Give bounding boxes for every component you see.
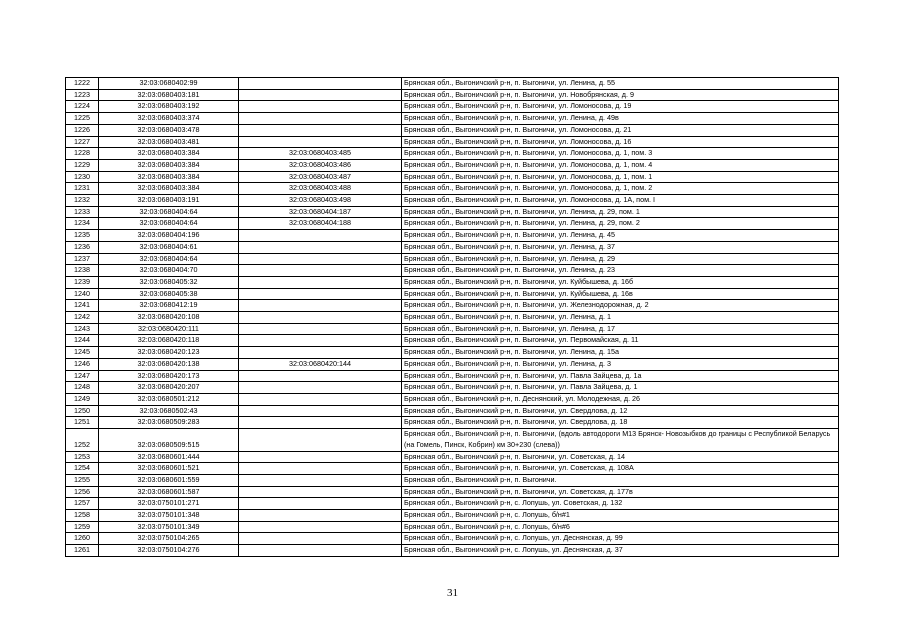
address-cell: Брянская обл., Выгоничский р-н, п. Выгоничи, ул. Ломоносова, д. 1, пом. 1 (402, 171, 839, 183)
address-cell: Брянская обл., Выгоничский р-н, п. Выгоничи, ул. Ленина, д. 37 (402, 241, 839, 253)
row-number-cell: 1255 (66, 474, 99, 486)
cadastral-number-cell: 32:03:0680601:587 (99, 486, 239, 498)
table-row (66, 300, 839, 312)
row-number-cell: 1254 (66, 463, 99, 475)
row-number-cell: 1260 (66, 533, 99, 545)
row-number-cell: 1238 (66, 265, 99, 277)
address-cell: Брянская обл., Выгоничский р-н, п. Выгоничи, ул. Ломоносова, д. 1, пом. 4 (402, 159, 839, 171)
table-row (66, 474, 839, 486)
cadastral-number-cell: 32:03:0680420:123 (99, 347, 239, 359)
related-cadastral-number-cell (239, 241, 402, 253)
row-number-cell: 1243 (66, 323, 99, 335)
table-row (66, 159, 839, 171)
row-number-cell: 1223 (66, 89, 99, 101)
related-cadastral-number-cell: 32:03:0680420:144 (239, 358, 402, 370)
cadastral-number-cell: 32:03:0680405:32 (99, 276, 239, 288)
table-row (66, 113, 839, 125)
related-cadastral-number-cell (239, 300, 402, 312)
row-number-cell: 1246 (66, 358, 99, 370)
row-number-cell: 1224 (66, 101, 99, 113)
row-number-cell: 1258 (66, 510, 99, 522)
cadastral-number-cell: 32:03:0680403:481 (99, 136, 239, 148)
address-cell: Брянская обл., Выгоничский р-н, п. Выгоничи, ул. Куйбышева, д. 16в (402, 288, 839, 300)
address-cell: Брянская обл., Выгоничский р-н, п. Выгоничи, ул. Ленина, д. 17 (402, 323, 839, 335)
row-number-cell: 1226 (66, 124, 99, 136)
row-number-cell: 1231 (66, 183, 99, 195)
cadastral-number-cell: 32:03:0680420:108 (99, 312, 239, 324)
cadastral-number-cell: 32:03:0680404:70 (99, 265, 239, 277)
address-cell: Брянская обл., Выгоничский р-н, с. Лопушь, б/н#1 (402, 510, 839, 522)
cadastral-number-cell: 32:03:0680404:61 (99, 241, 239, 253)
table-row (66, 78, 839, 90)
related-cadastral-number-cell (239, 510, 402, 522)
page-number: 31 (447, 587, 458, 599)
related-cadastral-number-cell (239, 417, 402, 429)
row-number-cell: 1245 (66, 347, 99, 359)
address-cell: Брянская обл., Выгоничский р-н, п. Выгоничи, ул. Железнодорожная, д. 2 (402, 300, 839, 312)
row-number-cell: 1234 (66, 218, 99, 230)
table-row (66, 183, 839, 195)
table-row (66, 533, 839, 545)
table-row (66, 230, 839, 242)
table-row (66, 429, 839, 451)
related-cadastral-number-cell: 32:03:0680403:486 (239, 159, 402, 171)
address-cell: Брянская обл., Выгоничский р-н, п. Выгоничи, ул. Ленина, д. 23 (402, 265, 839, 277)
related-cadastral-number-cell (239, 265, 402, 277)
cadastral-number-cell: 32:03:0680420:138 (99, 358, 239, 370)
row-number-cell: 1239 (66, 276, 99, 288)
row-number-cell: 1242 (66, 312, 99, 324)
row-number-cell: 1229 (66, 159, 99, 171)
related-cadastral-number-cell (239, 393, 402, 405)
cadastral-number-cell: 32:03:0680403:374 (99, 113, 239, 125)
address-cell: Брянская обл., Выгоничский р-н, п. Выгоничи, ул. Ломоносова, д. 21 (402, 124, 839, 136)
row-number-cell: 1247 (66, 370, 99, 382)
cadastral-number-cell: 32:03:0680403:384 (99, 148, 239, 160)
address-cell: Брянская обл., Выгоничский р-н, п. Выгоничи, ул. Ломоносова, д. 1, пом. 2 (402, 183, 839, 195)
cadastral-number-cell: 32:03:0680420:173 (99, 370, 239, 382)
table-row (66, 463, 839, 475)
table-row (66, 195, 839, 207)
related-cadastral-number-cell: 32:03:0680403:498 (239, 195, 402, 207)
row-number-cell: 1227 (66, 136, 99, 148)
row-number-cell: 1251 (66, 417, 99, 429)
address-cell: Брянская обл., Выгоничский р-н, п. Выгоничи, ул. Ломоносова, д. 19 (402, 101, 839, 113)
address-cell: Брянская обл., Выгоничский р-н, п. Выгоничи, ул. Советская, д. 14 (402, 451, 839, 463)
related-cadastral-number-cell (239, 347, 402, 359)
related-cadastral-number-cell (239, 474, 402, 486)
related-cadastral-number-cell (239, 312, 402, 324)
table-row (66, 417, 839, 429)
cadastral-number-cell: 32:03:0750104:265 (99, 533, 239, 545)
related-cadastral-number-cell (239, 288, 402, 300)
related-cadastral-number-cell (239, 382, 402, 394)
row-number-cell: 1250 (66, 405, 99, 417)
table-row (66, 382, 839, 394)
table-row (66, 347, 839, 359)
table-row (66, 276, 839, 288)
related-cadastral-number-cell (239, 335, 402, 347)
row-number-cell: 1244 (66, 335, 99, 347)
address-cell: Брянская обл., Выгоничский р-н, п. Выгоничи, ул. Первомайская, д. 11 (402, 335, 839, 347)
related-cadastral-number-cell (239, 113, 402, 125)
table-row (66, 405, 839, 417)
address-cell: Брянская обл., Выгоничский р-н, п. Выгоничи, ул. Ломоносова, д. 1, пом. 3 (402, 148, 839, 160)
cadastral-number-cell: 32:03:0680601:444 (99, 451, 239, 463)
related-cadastral-number-cell (239, 323, 402, 335)
related-cadastral-number-cell (239, 533, 402, 545)
address-cell: Брянская обл., Выгоничский р-н, п. Выгоничи, ул. Ломоносова, д. 16 (402, 136, 839, 148)
row-number-cell: 1228 (66, 148, 99, 160)
related-cadastral-number-cell (239, 276, 402, 288)
cadastral-number-cell: 32:03:0680601:521 (99, 463, 239, 475)
address-cell: Брянская обл., Выгоничский р-н, п. Выгоничи, ул. Новобрянская, д. 9 (402, 89, 839, 101)
address-cell: Брянская обл., Выгоничский р-н, п. Выгоничи, ул. Ленина, д. 55 (402, 78, 839, 90)
cadastral-number-cell: 32:03:0750101:348 (99, 510, 239, 522)
row-number-cell: 1225 (66, 113, 99, 125)
table-row (66, 241, 839, 253)
address-cell: Брянская обл., Выгоничский р-н, п. Выгоничи. (402, 474, 839, 486)
address-cell: Брянская обл., Выгоничский р-н, п. Выгоничи, ул. Павла Зайцева, д. 1а (402, 370, 839, 382)
register-table-body (66, 78, 839, 557)
address-cell: Брянская обл., Выгоничский р-н, п. Выгоничи, ул. Ленина, д. 29, пом. 1 (402, 206, 839, 218)
register-table (65, 77, 839, 557)
table-row (66, 136, 839, 148)
cadastral-number-cell: 32:03:0680402:99 (99, 78, 239, 90)
table-row (66, 335, 839, 347)
cadastral-number-cell: 32:03:0680502:43 (99, 405, 239, 417)
row-number-cell: 1237 (66, 253, 99, 265)
related-cadastral-number-cell (239, 101, 402, 113)
table-row (66, 206, 839, 218)
cadastral-number-cell: 32:03:0680501:212 (99, 393, 239, 405)
table-row (66, 288, 839, 300)
table-row (66, 486, 839, 498)
table-row (66, 171, 839, 183)
related-cadastral-number-cell: 32:03:0680404:187 (239, 206, 402, 218)
related-cadastral-number-cell (239, 136, 402, 148)
cadastral-number-cell: 32:03:0680509:283 (99, 417, 239, 429)
address-cell: Брянская обл., Выгоничский р-н, п. Выгоничи, ул. Ленина, д. 45 (402, 230, 839, 242)
cadastral-number-cell: 32:03:0680403:384 (99, 171, 239, 183)
row-number-cell: 1235 (66, 230, 99, 242)
cadastral-number-cell: 32:03:0680601:559 (99, 474, 239, 486)
cadastral-number-cell: 32:03:0680403:384 (99, 183, 239, 195)
row-number-cell: 1236 (66, 241, 99, 253)
cadastral-number-cell: 32:03:0680403:478 (99, 124, 239, 136)
row-number-cell: 1222 (66, 78, 99, 90)
table-row (66, 393, 839, 405)
table-row (66, 521, 839, 533)
cadastral-number-cell: 32:03:0750101:271 (99, 498, 239, 510)
related-cadastral-number-cell: 32:03:0680403:488 (239, 183, 402, 195)
table-row (66, 253, 839, 265)
row-number-cell: 1249 (66, 393, 99, 405)
row-number-cell: 1248 (66, 382, 99, 394)
cadastral-number-cell: 32:03:0680403:384 (99, 159, 239, 171)
table-row (66, 545, 839, 557)
row-number-cell: 1232 (66, 195, 99, 207)
table-row (66, 148, 839, 160)
table-row (66, 510, 839, 522)
table-row (66, 218, 839, 230)
table-row (66, 358, 839, 370)
table-row (66, 312, 839, 324)
address-cell: Брянская обл., Выгоничский р-н, п. Выгоничи, ул. Павла Зайцева, д. 1 (402, 382, 839, 394)
address-cell: Брянская обл., Выгоничский р-н, п. Выгоничи, ул. Советская, д. 177в (402, 486, 839, 498)
cadastral-number-cell: 32:03:0680420:118 (99, 335, 239, 347)
related-cadastral-number-cell (239, 463, 402, 475)
related-cadastral-number-cell (239, 89, 402, 101)
cadastral-number-cell: 32:03:0680420:111 (99, 323, 239, 335)
related-cadastral-number-cell (239, 124, 402, 136)
address-cell: Брянская обл., Выгоничский р-н, п. Выгоничи, ул. Свердлова, д. 18 (402, 417, 839, 429)
related-cadastral-number-cell (239, 78, 402, 90)
table-row (66, 89, 839, 101)
related-cadastral-number-cell (239, 429, 402, 451)
row-number-cell: 1257 (66, 498, 99, 510)
related-cadastral-number-cell (239, 521, 402, 533)
related-cadastral-number-cell: 32:03:0680404:188 (239, 218, 402, 230)
cadastral-number-cell: 32:03:0680404:64 (99, 218, 239, 230)
cadastral-number-cell: 32:03:0750101:349 (99, 521, 239, 533)
table-row (66, 101, 839, 113)
address-cell: Брянская обл., Выгоничский р-н, п. Выгоничи, ул. Ленина, д. 15а (402, 347, 839, 359)
address-cell: Брянская обл., Выгоничский р-н, п. Выгоничи, ул. Ленина, д. 49в (402, 113, 839, 125)
cadastral-number-cell: 32:03:0680403:192 (99, 101, 239, 113)
row-number-cell: 1230 (66, 171, 99, 183)
cadastral-number-cell: 32:03:0680404:64 (99, 206, 239, 218)
cadastral-number-cell: 32:03:0680412:19 (99, 300, 239, 312)
row-number-cell: 1240 (66, 288, 99, 300)
cadastral-number-cell: 32:03:0680420:207 (99, 382, 239, 394)
related-cadastral-number-cell (239, 253, 402, 265)
address-cell: Брянская обл., Выгоничский р-н, п. Выгоничи, ул. Ленина, д. 29 (402, 253, 839, 265)
table-row (66, 370, 839, 382)
table-row (66, 323, 839, 335)
related-cadastral-number-cell (239, 405, 402, 417)
address-cell: Брянская обл., Выгоничский р-н, с. Лопушь, ул. Деснянская, д. 37 (402, 545, 839, 557)
cadastral-number-cell: 32:03:0750104:276 (99, 545, 239, 557)
row-number-cell: 1256 (66, 486, 99, 498)
cadastral-number-cell: 32:03:0680403:191 (99, 195, 239, 207)
address-cell: Брянская обл., Выгоничский р-н, с. Лопушь, ул. Деснянская, д. 99 (402, 533, 839, 545)
table-row (66, 451, 839, 463)
address-cell: Брянская обл., Выгоничский р-н, п. Выгоничи, (вдоль автодороги М13 Брянск- Новозыбков до границы с Республикой Беларусь (на Гомель, Пинск, Кобрин) км 30+230 (слева)) (402, 429, 839, 451)
related-cadastral-number-cell: 32:03:0680403:487 (239, 171, 402, 183)
table-row (66, 124, 839, 136)
table-row (66, 498, 839, 510)
row-number-cell: 1253 (66, 451, 99, 463)
address-cell: Брянская обл., Выгоничский р-н, с. Лопушь, б/н#6 (402, 521, 839, 533)
row-number-cell: 1252 (66, 429, 99, 451)
address-cell: Брянская обл., Выгоничский р-н, с. Лопушь, ул. Советская, д. 132 (402, 498, 839, 510)
address-cell: Брянская обл., Выгоничский р-н, п. Выгоничи, ул. Ломоносова, д. 1А, пом. I (402, 195, 839, 207)
table-row (66, 265, 839, 277)
address-cell: Брянская обл., Выгоничский р-н, п. Выгоничи, ул. Советская, д. 108А (402, 463, 839, 475)
related-cadastral-number-cell (239, 486, 402, 498)
address-cell: Брянская обл., Выгоничский р-н, п. Выгоничи, ул. Свердлова, д. 12 (402, 405, 839, 417)
row-number-cell: 1259 (66, 521, 99, 533)
address-cell: Брянская обл., Выгоничский р-н, п. Выгоничи, ул. Ленина, д. 3 (402, 358, 839, 370)
related-cadastral-number-cell (239, 498, 402, 510)
row-number-cell: 1261 (66, 545, 99, 557)
row-number-cell: 1241 (66, 300, 99, 312)
related-cadastral-number-cell (239, 545, 402, 557)
cadastral-number-cell: 32:03:0680404:196 (99, 230, 239, 242)
address-cell: Брянская обл., Выгоничский р-н, п. Выгоничи, ул. Ленина, д. 1 (402, 312, 839, 324)
cadastral-number-cell: 32:03:0680405:38 (99, 288, 239, 300)
address-cell: Брянская обл., Выгоничский р-н, п. Выгоничи, ул. Куйбышева, д. 16б (402, 276, 839, 288)
address-cell: Брянская обл., Выгоничский р-н, п. Выгоничи, ул. Ленина, д. 29, пом. 2 (402, 218, 839, 230)
related-cadastral-number-cell (239, 451, 402, 463)
related-cadastral-number-cell: 32:03:0680403:485 (239, 148, 402, 160)
cadastral-number-cell: 32:03:0680403:181 (99, 89, 239, 101)
cadastral-number-cell: 32:03:0680404:64 (99, 253, 239, 265)
related-cadastral-number-cell (239, 230, 402, 242)
cadastral-number-cell: 32:03:0680509:515 (99, 429, 239, 451)
address-cell: Брянская обл., Выгоничский р-н, п. Деснянский, ул. Молодежная, д. 26 (402, 393, 839, 405)
row-number-cell: 1233 (66, 206, 99, 218)
related-cadastral-number-cell (239, 370, 402, 382)
